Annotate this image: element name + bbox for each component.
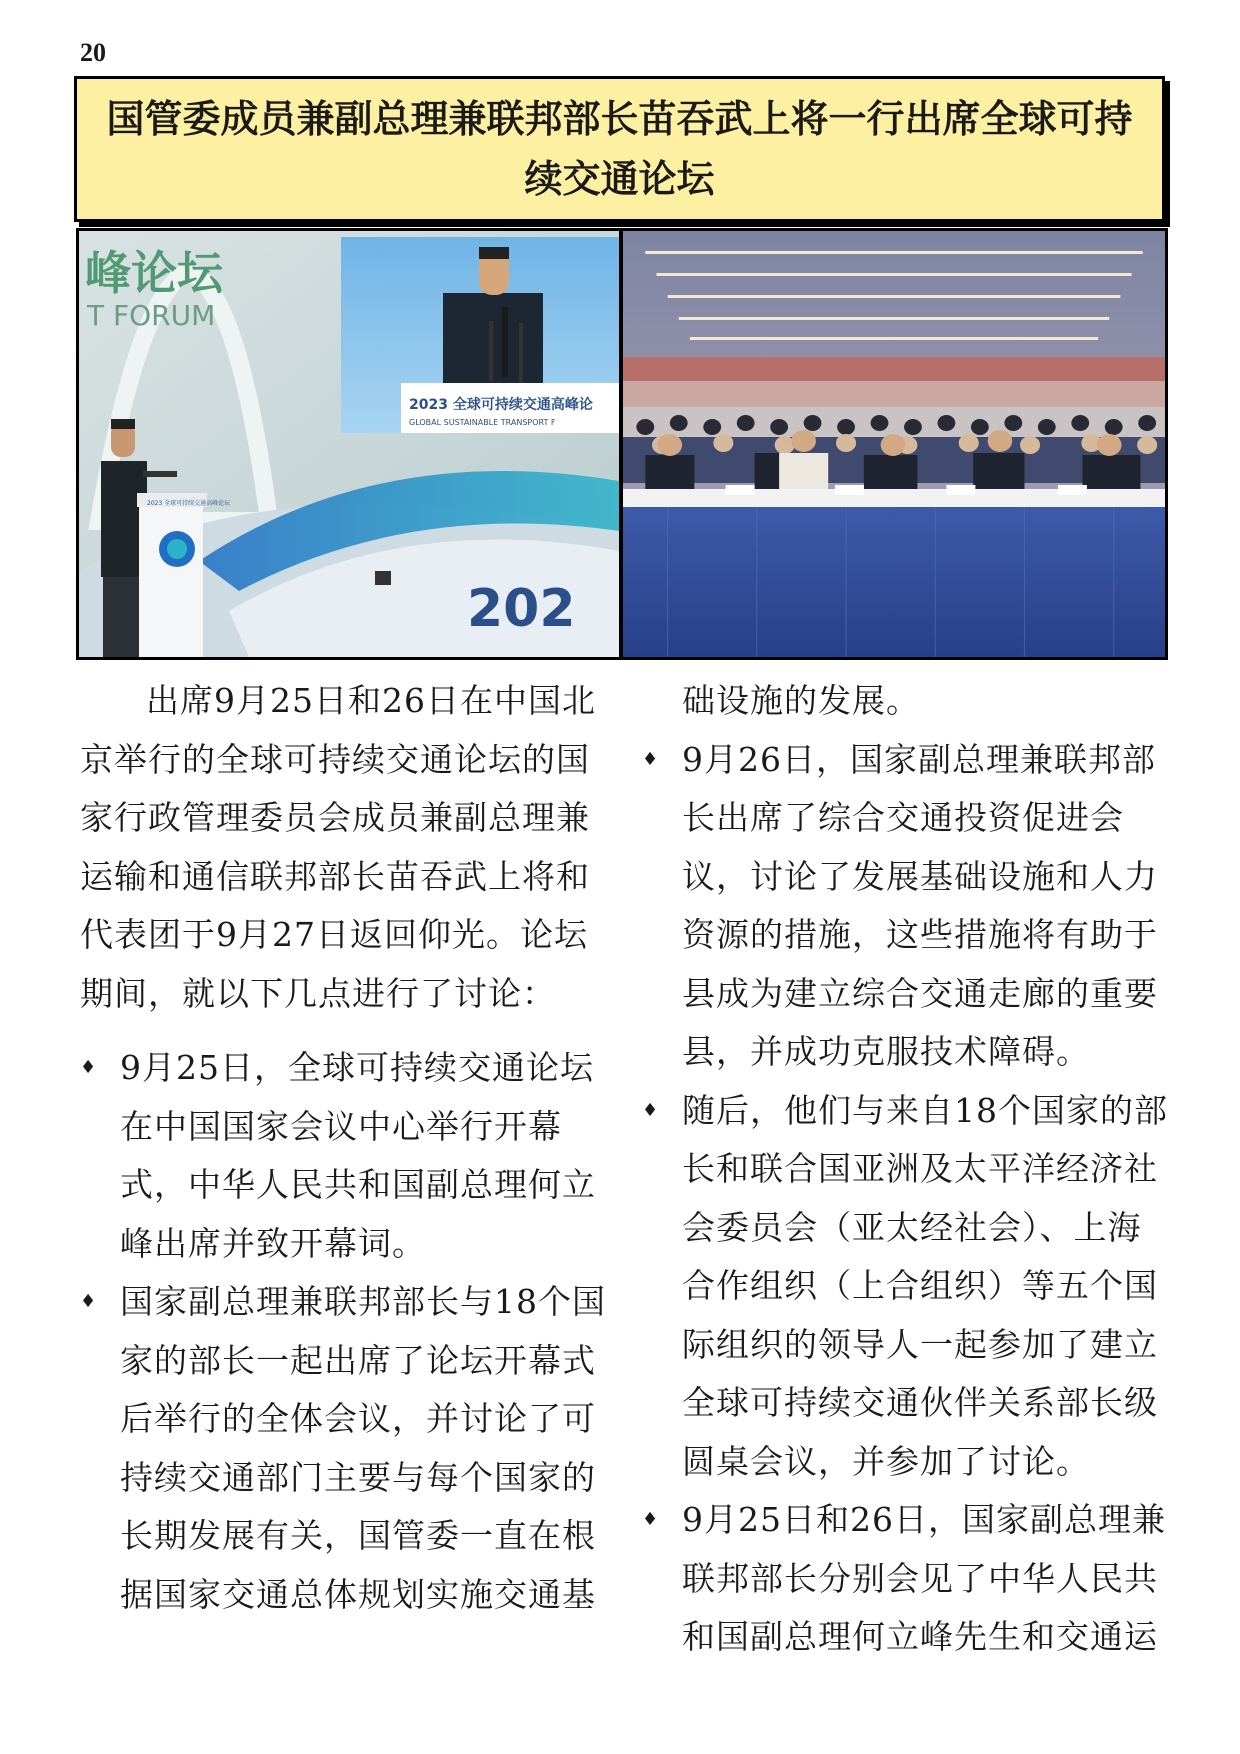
article-title-box bbox=[74, 76, 1165, 222]
list-item bbox=[642, 1491, 1168, 1667]
stage-big-text: 202 bbox=[467, 579, 576, 639]
diamond-bullet-icon: ♦ bbox=[80, 1291, 98, 1312]
diamond-bullet-icon: ♦ bbox=[642, 748, 660, 770]
bullet-text: 9月26日，国家副总理兼联邦部长出席了综合交通投资促进会议，讨论了发展基础设施和人力资源的措施，这些措施将有助于县成为建立综合交通走廊的重要县，并成功克服技术障碍。 bbox=[682, 739, 1158, 1071]
speaker-photo bbox=[79, 231, 623, 657]
conference-hall-photo-image bbox=[623, 231, 1165, 657]
podium-text: 2023 全球可持续交通高峰论坛 bbox=[147, 500, 231, 507]
diamond-bullet-icon: ♦ bbox=[80, 1057, 98, 1078]
bullet-continuation: 础设施的发展。 bbox=[682, 681, 920, 720]
text-column-left bbox=[80, 672, 606, 1624]
text-column-right bbox=[642, 672, 1168, 1667]
bullet-text: 9月25日，全球可持续交通论坛在中国国家会议中心举行开幕式，中华人民共和国副总理何立峰出席并致开幕词。 bbox=[120, 1048, 596, 1263]
list-item bbox=[642, 1082, 1168, 1492]
speaker-photo-image bbox=[79, 231, 619, 657]
conference-hall-photo bbox=[623, 231, 1165, 657]
list-item bbox=[642, 731, 1168, 1082]
diamond-bullet-icon: ♦ bbox=[642, 1099, 660, 1121]
photo-strip bbox=[76, 228, 1168, 660]
article-title: 国管委成员兼副总理兼联邦部长苗吞武上将一行出席全球可持续交通论坛 bbox=[106, 97, 1133, 201]
page-number: 20 bbox=[80, 38, 106, 67]
bullet-text: 随后，他们与来自18个国家的部长和联合国亚洲及太平洋经济社会委员会（亚太经社会）、上海合作组织（上合组织）等五个国际组织的领导人一起参加了建立全球可持续交通伙伴关系部长级圆桌会议，并参加了讨论。 bbox=[682, 1090, 1168, 1481]
screen-caption-en: GLOBAL SUSTAINABLE TRANSPORT F bbox=[409, 418, 556, 427]
screen-caption: 2023 全球可持续交通高峰论 bbox=[409, 397, 593, 413]
bullet-text: 国家副总理兼联邦部长与18个国家的部长一起出席了论坛开幕式后举行的全体会议，并讨论了可持续交通部门主要与每个国家的长期发展有关，国管委一直在根据国家交通总体规划实施交通基 bbox=[120, 1282, 606, 1614]
list-item bbox=[80, 1039, 606, 1273]
diamond-bullet-icon: ♦ bbox=[642, 1509, 660, 1530]
backdrop-text-en: T FORUM bbox=[87, 299, 216, 332]
intro-paragraph: 出席9月25日和26日在中国北京举行的全球可持续交通论坛的国家行政管理委员会成员兼副总理兼运输和通信联邦部长苗吞武上将和代表团于9月27日返回仰光。论坛期间，就以下几点进行了讨论： bbox=[80, 681, 596, 1013]
bullet-text: 9月25日和26日，国家副总理兼联邦部长分别会见了中华人民共和国副总理何立峰先生和交通运 bbox=[682, 1500, 1166, 1656]
backdrop-text: 峰论坛 bbox=[85, 246, 223, 300]
list-item bbox=[80, 1273, 606, 1624]
